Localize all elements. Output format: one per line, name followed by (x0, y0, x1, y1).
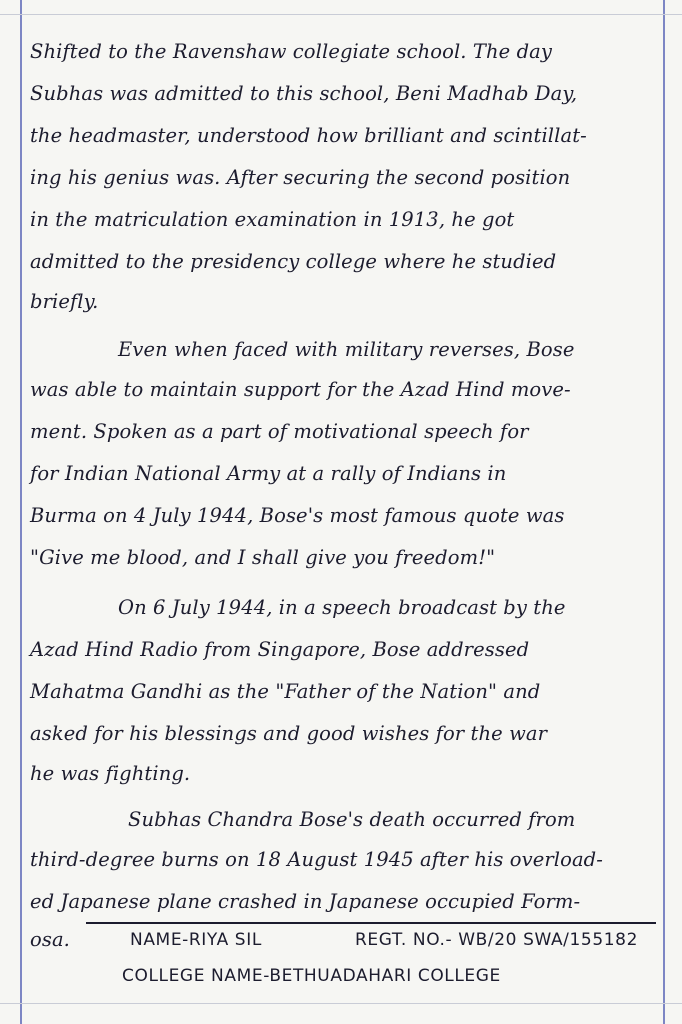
ruled-line (0, 1003, 682, 1004)
text-line: ment. Spoken as a part of motivational speech for (30, 420, 529, 443)
text-line: Burma on 4 July 1944, Bose's most famous quote was (30, 504, 565, 527)
text-line: "Give me blood, and I shall give you freedom!" (30, 546, 496, 569)
text-line: Shifted to the Ravenshaw collegiate school. The day (30, 40, 553, 63)
text-line: he was fighting. (30, 762, 191, 785)
text-line: was able to maintain support for the Azad Hind move- (30, 378, 571, 401)
text-line: in the matriculation examination in 1913, he got (30, 208, 515, 231)
text-line: ing his genius was. After securing the second position (30, 166, 571, 189)
text-line: the headmaster, understood how brilliant and scintillat- (30, 124, 587, 147)
text-line: Subhas was admitted to this school, Beni Madhab Day, (30, 82, 578, 105)
text-line: admitted to the presidency college where he studied (30, 250, 557, 273)
text-line: Mahatma Gandhi as the "Father of the Nation" and (30, 680, 541, 703)
text-line: third-degree burns on 18 August 1945 after his overload- (30, 848, 603, 871)
text-line: ed Japanese plane crashed in Japanese occupied Form- (30, 890, 581, 913)
paragraph-start: Subhas Chandra Bose's death occurred from (128, 808, 576, 831)
text-line: briefly. (30, 290, 99, 313)
signature-underline (86, 922, 656, 924)
text-line: Azad Hind Radio from Singapore, Bose addressed (30, 638, 530, 661)
ruled-line (0, 14, 682, 15)
text-line: asked for his blessings and good wishes for the war (30, 722, 548, 745)
student-name: NAME-RIYA SIL (130, 930, 262, 950)
college-name: COLLEGE NAME-BETHUADAHARI COLLEGE (122, 966, 501, 986)
paragraph-start: On 6 July 1944, in a speech broadcast by the (118, 596, 566, 619)
left-margin-line (20, 0, 22, 1024)
registration-number: REGT. NO.- WB/20 SWA/155182 (355, 930, 639, 950)
text-line: for Indian National Army at a rally of Indians in (30, 462, 507, 485)
text-line: osa. (30, 928, 70, 951)
paragraph-start: Even when faced with military reverses, Bose (118, 338, 575, 361)
